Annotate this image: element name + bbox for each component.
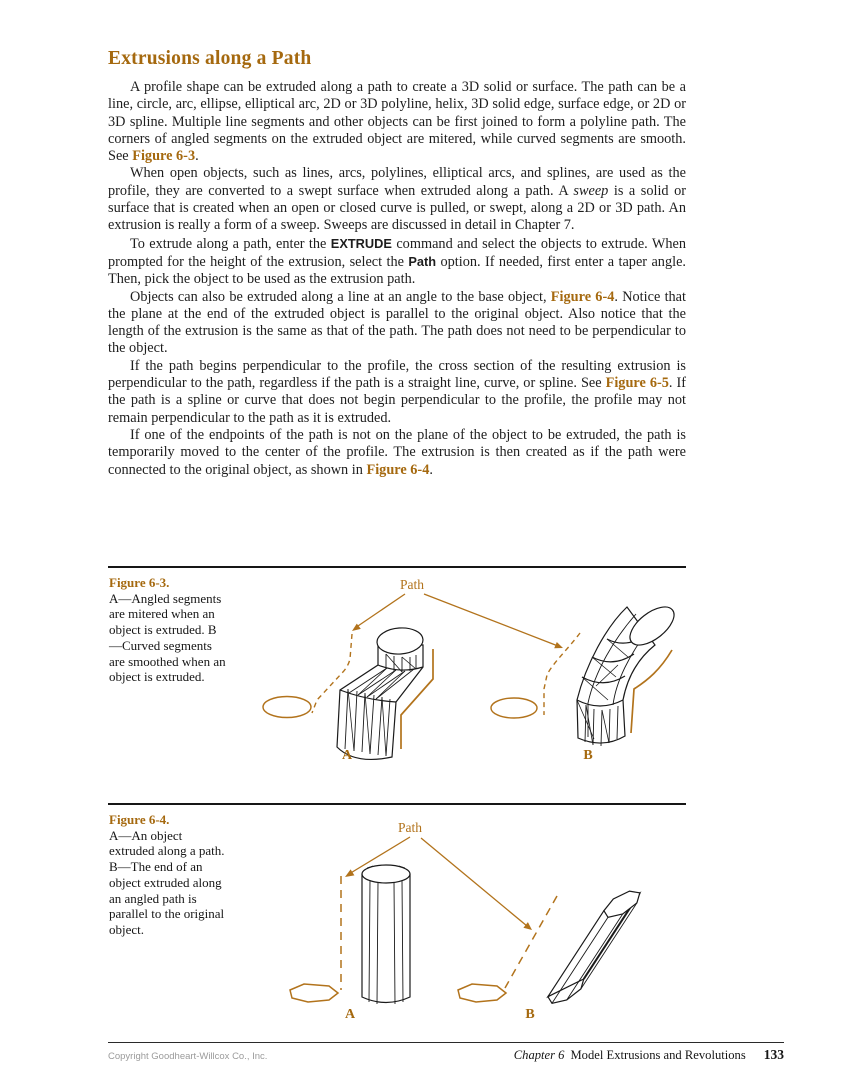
figure-6-3-artwork (108, 569, 686, 797)
paragraph-2 (108, 165, 686, 234)
paragraph-text: To extrude along a path, enter the (130, 235, 331, 252)
subfigure-label-a: A (341, 748, 353, 763)
paragraph-text: A profile shape can be extruded along a path to create a 3D solid or surface. The path can be a line, circle, arc, ellipse, elliptical arc, 2D or 3D polyline, helix, 3D solid edge, surface edge, or 2D or 3D spline. Multiple line segments and other objects can be first joined to form a polyline path. The corners of angled segments on the extruded object are mitered, while curved segments are smooth. See (108, 79, 686, 165)
subfigure-label-b: B (583, 748, 593, 763)
figure-6-4-rule (108, 803, 686, 805)
paragraph-text: option. If needed, first enter a taper angle. Then, pick the object to be used as the extrusion path. (108, 253, 686, 288)
paragraph-text: . (195, 148, 199, 165)
figure-reference: Figure 6-4 (550, 288, 615, 305)
paragraph-6 (108, 427, 686, 479)
figure-6-4-artwork (108, 810, 686, 1035)
paragraph-text: . (429, 461, 433, 478)
command-name: EXTRUDE (330, 235, 392, 251)
path-label: Path (397, 820, 423, 835)
figure-6-3-rule (108, 566, 686, 568)
paragraph-1 (108, 79, 686, 165)
paragraph-5 (108, 358, 686, 427)
figure-6-3-label: Figure 6-3. (109, 575, 170, 590)
body-text (108, 79, 686, 479)
figure-reference: Figure 6-5 (605, 375, 669, 392)
subfigure-label-a: A (344, 1007, 356, 1022)
paragraph-text: When open objects, such as lines, arcs, polylines, elliptical arcs, and splines, are used as the profile, they are converted to a swept surface when extruded along a path. A (108, 165, 686, 199)
paragraph-text: . If the path is a spline or curve that does not begin perpendicular to the profile, the profile may not remain perpendicular to the path as it is extruded. (108, 375, 687, 426)
extruded-object-a (337, 626, 424, 759)
option-name: Path (408, 253, 437, 269)
italic-term: sweep (573, 182, 609, 199)
paragraph-3 (108, 235, 686, 289)
extrusion-path-b (458, 896, 557, 1002)
profile-polygon-a (290, 984, 338, 1002)
paragraph-text: . Notice that the plane at the end of the extruded object is parallel to the original object. Also notice that the length of the extrusion is the same as that of the path. The path does not need to be perpendicular to the object. (108, 288, 687, 357)
profile-ellipse-a (263, 697, 311, 718)
profile-polygon-b (458, 984, 506, 1002)
extruded-object-b (577, 600, 680, 746)
extrusion-path-a (290, 876, 341, 1002)
running-footer (514, 1047, 784, 1063)
page-number: 133 (763, 1047, 784, 1062)
copyright-notice: Copyright Goodheart-Willcox Co., Inc. (108, 1051, 268, 1062)
figure-6-4-label: Figure 6-4. (109, 812, 170, 827)
paragraph-text: is a solid or surface that is created when an open or closed curve is pulled, or swept, along a 2D or 3D path. An extrusion is really a form of a sweep. Sweeps are discussed in detail in Chapter 7. (108, 182, 686, 234)
page-footer (108, 1042, 784, 1063)
extruded-object-a (362, 865, 410, 1004)
path-label: Path (399, 577, 425, 592)
paragraph-text: If the path begins perpendicular to the profile, the cross section of the resulting extrusion is perpendicular to the path, regardless if the path is a straight line, curve, or spline. See (108, 357, 686, 392)
subfigure-label-b: B (525, 1007, 535, 1022)
profile-ellipse-b (491, 698, 537, 718)
figure-reference: Figure 6-4 (366, 461, 430, 478)
paragraph-text: Objects can also be extruded along a line at an angle to the base object, (130, 288, 551, 305)
figure-6-4-caption-text: A—An object extruded along a path. B—The end of an object extruded along an angled path is parallel to the original object. (109, 827, 225, 937)
paragraph-4 (108, 289, 686, 358)
page-title: Extrusions along a Path (108, 48, 312, 69)
figure-reference: Figure 6-3 (132, 148, 196, 165)
extruded-object-b (548, 891, 640, 1003)
paragraph-text: command and select the objects to extrude. When prompted for the height of the extrusion, select the (108, 235, 687, 270)
chapter-title: Model Extrusions and Revolutions (570, 1048, 746, 1062)
chapter-label: Chapter 6 (513, 1048, 565, 1062)
paragraph-text: If one of the endpoints of the path is not on the plane of the object to be extruded, the path is temporarily moved to the center of the profile. The extrusion is then created as if the path were connected to the original object, as shown in (108, 426, 686, 478)
figure-6-3-caption-text: A—Angled segments are mitered when an object is extruded. B—Curved segments are smoothed when an object is extruded. (109, 590, 226, 685)
